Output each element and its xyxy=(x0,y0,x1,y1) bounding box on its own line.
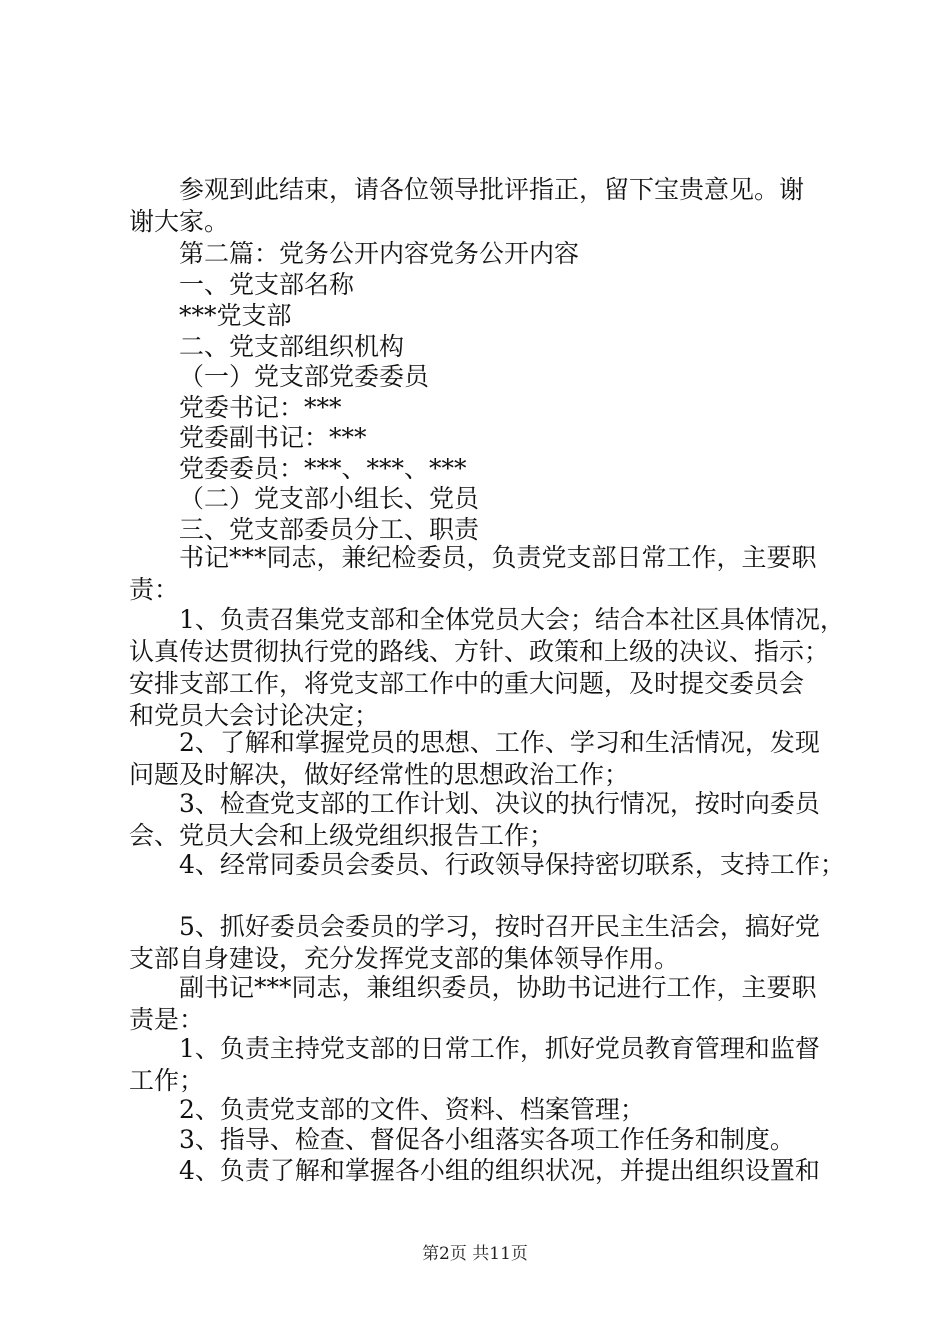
text-line: 副书记***同志，兼组织委员，协助书记进行工作，主要职 xyxy=(179,973,817,1002)
text-line: 责： xyxy=(129,575,180,604)
text-line: 4、负责了解和掌握各小组的组织状况，并提出组织设置和 xyxy=(179,1156,820,1185)
text-line: 安排支部工作，将党支部工作中的重大问题，及时提交委员会 xyxy=(129,669,805,698)
text-line: 书记***同志，兼纪检委员，负责党支部日常工作，主要职 xyxy=(179,543,817,572)
text-line: 3、指导、检查、督促各小组落实各项工作任务和制度。 xyxy=(179,1125,795,1154)
subsection-heading: （一）党支部党委委员 xyxy=(179,362,430,391)
text-line: 5、抓好委员会委员的学习，按时召开民主生活会，搞好党 xyxy=(179,912,820,941)
text-line: 参观到此结束，请各位领导批评指正，留下宝贵意见。谢 xyxy=(179,175,805,204)
text-line: 4、经常同委员会委员、行政领导保持密切联系，支持工作； xyxy=(179,850,845,879)
paragraph xyxy=(129,1124,841,1156)
text-line: 党委书记：*** xyxy=(179,393,342,422)
text-line: 2、了解和掌握党员的思想、工作、学习和生活情况，发现 xyxy=(179,728,820,757)
text-line: 会、党员大会和上级党组织报告工作； xyxy=(129,821,555,850)
paragraph xyxy=(129,1033,841,1097)
section-heading: 二、党支部组织机构 xyxy=(179,332,405,361)
text-line: 工作； xyxy=(129,1066,205,1095)
subsection-heading: （二）党支部小组长、党员 xyxy=(179,484,480,513)
section-title: 第二篇：党务公开内容党务公开内容 xyxy=(179,239,580,268)
paragraph xyxy=(129,849,845,881)
section-heading: 一、党支部名称 xyxy=(179,270,355,299)
paragraph xyxy=(129,604,845,732)
text-line: 支部自身建设，充分发挥党支部的集体领导作用。 xyxy=(129,944,680,973)
text-line: 责是： xyxy=(129,1005,205,1034)
paragraph xyxy=(129,788,841,852)
paragraph xyxy=(129,911,841,975)
text-line: 党委副书记：*** xyxy=(179,423,367,452)
text-line: 3、检查党支部的工作计划、决议的执行情况，按时向委员 xyxy=(179,789,820,818)
paragraph xyxy=(129,1094,841,1126)
paragraph-closing xyxy=(129,174,841,238)
text-line: 谢大家。 xyxy=(129,207,230,236)
paragraph xyxy=(129,972,841,1036)
text-line: 认真传达贯彻执行党的路线、方针、政策和上级的决议、指示； xyxy=(129,637,830,666)
text-line: 党委委员：***、***、*** xyxy=(179,454,467,483)
paragraph xyxy=(129,727,841,791)
paragraph xyxy=(129,1155,841,1187)
paragraph xyxy=(129,542,841,606)
text-line: 和党员大会讨论决定； xyxy=(129,701,380,730)
page-footer: 第2页 共11页 xyxy=(422,1244,528,1264)
text-line: 2、负责党支部的文件、资料、档案管理； xyxy=(179,1095,645,1124)
text-line: 1、负责召集党支部和全体党员大会；结合本社区具体情况， xyxy=(179,605,845,634)
text-line: 1、负责主持党支部的日常工作，抓好党员教育管理和监督 xyxy=(179,1034,820,1063)
text-line: ***党支部 xyxy=(179,301,292,330)
text-line: 问题及时解决，做好经常性的思想政治工作； xyxy=(129,760,630,789)
section-heading: 三、党支部委员分工、职责 xyxy=(179,515,480,544)
